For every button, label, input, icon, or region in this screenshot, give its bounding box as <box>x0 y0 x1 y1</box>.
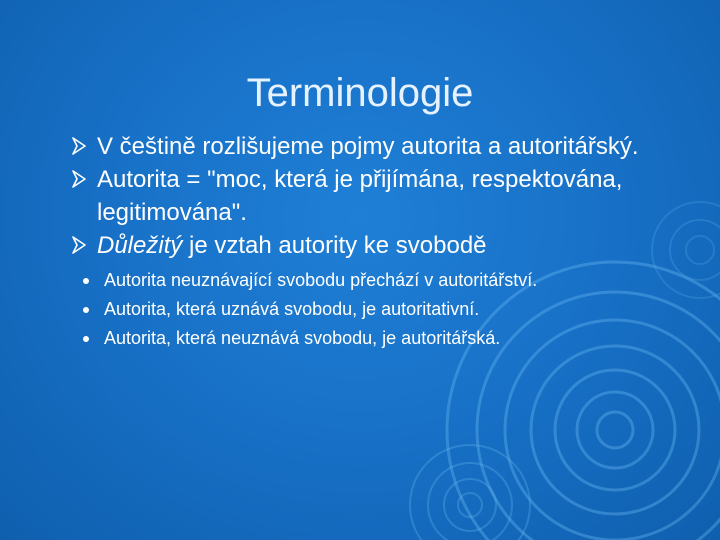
dot-bullet-icon <box>83 336 89 342</box>
bullet-item <box>97 229 657 262</box>
dot-bullet-icon <box>83 278 89 284</box>
arrowhead-bullet-icon <box>72 236 86 254</box>
bullet-list <box>0 130 720 353</box>
bullet-text: V češtině rozlišujeme pojmy autorita a autoritářský. <box>97 133 639 160</box>
bullet-text-rest: je vztah autority ke svobodě <box>182 232 487 259</box>
dot-bullet-icon <box>83 307 89 313</box>
sub-bullet-text: Autorita, která neuznává svobodu, je autoritářská. <box>104 328 501 348</box>
bullet-item <box>97 163 657 229</box>
sub-bullet-item <box>104 295 704 324</box>
bullet-text-emphasis: Důležitý <box>97 232 183 259</box>
sub-bullet-text: Autorita neuznávající svobodu přechází v autoritářství. <box>104 270 538 290</box>
bullet-text: Autorita = "moc, která je přijímána, respektována, legitimována". <box>97 166 623 226</box>
bullet-text <box>97 229 657 262</box>
slide-title: Terminologie <box>246 70 474 115</box>
arrowhead-bullet-icon <box>72 170 86 188</box>
sub-bullet-list <box>0 266 720 353</box>
sub-bullet-item <box>104 324 704 353</box>
sub-bullet-item <box>104 266 704 295</box>
bullet-item <box>97 130 657 163</box>
arrowhead-bullet-icon <box>72 137 86 155</box>
sub-bullet-text: Autorita, která uznává svobodu, je autoritativní. <box>104 299 480 319</box>
